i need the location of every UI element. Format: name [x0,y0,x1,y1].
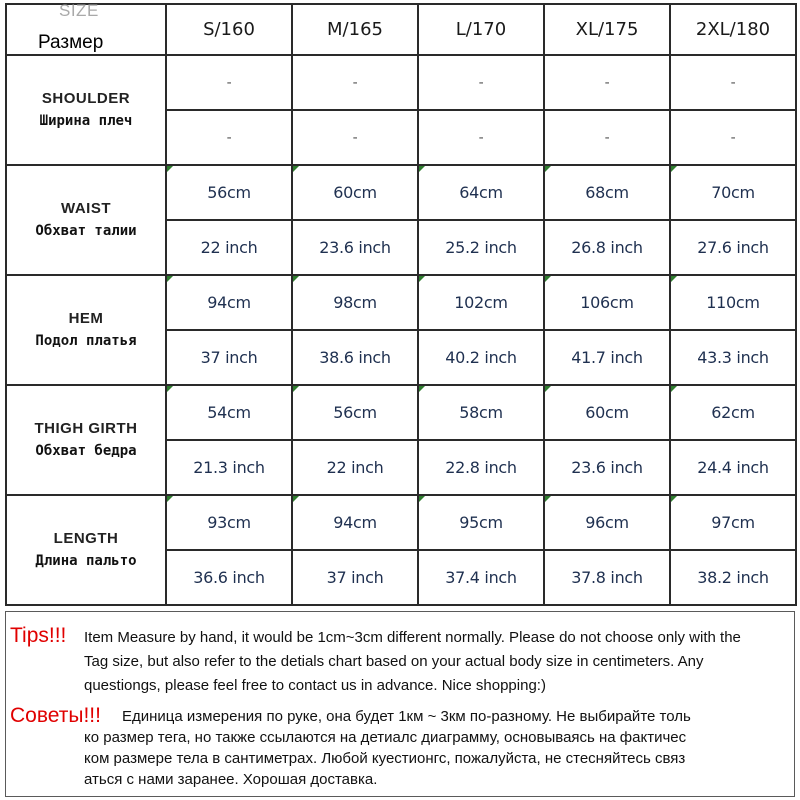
row-label-en: LENGTH [53,529,119,547]
value-cell-inch: 26.8 inch [544,220,670,275]
value-cell-cm: 54cm [166,385,292,440]
size-table [5,3,797,606]
value-cell-inch: - [544,110,670,165]
value-cell-inch: 38.2 inch [670,550,796,605]
tips-ru-line: ком размере тела в сантиметрах. Любой куестионгс, пожалуйста, не стесняйтесь связ [84,750,686,767]
tips-ru-line: ко размер тега, но также ссылаются на детиалс диаграмму, основываясь на фактичес [84,729,687,746]
measure-row-length-cm [6,495,796,550]
tips-ru-line: Единица измерения по руке, она будет 1км ~ 3км по-разному. Не выбирайте толь [122,708,691,725]
value-cell-inch: - [166,110,292,165]
value-cell-cm: 93cm [166,495,292,550]
size-label-en: SIZE [59,1,99,20]
value-cell-cm: 62cm [670,385,796,440]
value-cell-cm: - [418,55,544,110]
size-chart [5,3,795,797]
size-header-m: M/165 [292,4,418,55]
value-cell-cm: 56cm [166,165,292,220]
value-cell-inch: 23.6 inch [544,440,670,495]
size-label-ru: Размер [38,32,104,53]
row-label-waist [6,165,166,275]
value-cell-inch: 25.2 inch [418,220,544,275]
tips-en-line: questiongs, please feel free to contact us in advance. Nice shopping:) [84,677,546,694]
row-label-en: HEM [68,309,104,327]
value-cell-inch: 22 inch [292,440,418,495]
row-label-length [6,495,166,605]
value-cell-inch: 38.6 inch [292,330,418,385]
value-cell-cm: 70cm [670,165,796,220]
value-cell-cm: 68cm [544,165,670,220]
value-cell-cm: 64cm [418,165,544,220]
value-cell-inch: 43.3 inch [670,330,796,385]
row-label-ru: Обхват талии [35,222,137,239]
row-label-shoulder [6,55,166,165]
value-cell-inch: 40.2 inch [418,330,544,385]
value-cell-inch: 22.8 inch [418,440,544,495]
value-cell-inch: 41.7 inch [544,330,670,385]
value-cell-inch: 37 inch [166,330,292,385]
measure-row-shoulder-cm [6,55,796,110]
value-cell-inch: 37 inch [292,550,418,605]
value-cell-inch: 22 inch [166,220,292,275]
value-cell-cm: - [166,55,292,110]
value-cell-cm: 56cm [292,385,418,440]
tips-en-title: Tips!!! [10,624,67,647]
measure-row-waist-cm [6,165,796,220]
value-cell-inch: 21.3 inch [166,440,292,495]
row-label-ru: Обхват бедра [35,442,137,459]
value-cell-cm: - [544,55,670,110]
size-header-xl: XL/175 [544,4,670,55]
measure-row-thigh-girth-cm [6,385,796,440]
size-header-2xl: 2XL/180 [670,4,796,55]
row-label-en: WAIST [61,199,111,217]
row-label-en: SHOULDER [41,89,131,107]
row-label-hem [6,275,166,385]
row-label-ru: Подол платья [35,332,137,349]
value-cell-cm: 102cm [418,275,544,330]
value-cell-cm: 97cm [670,495,796,550]
value-cell-cm: 106cm [544,275,670,330]
value-cell-cm: - [292,55,418,110]
value-cell-inch: 24.4 inch [670,440,796,495]
value-cell-inch: - [292,110,418,165]
value-cell-cm: - [670,55,796,110]
tips-en-line: Tag size, but also refer to the detials chart based on your actual body size in centimeters. Any [84,653,704,670]
value-cell-inch: 36.6 inch [166,550,292,605]
value-cell-inch: 23.6 inch [292,220,418,275]
value-cell-inch: - [418,110,544,165]
value-cell-cm: 96cm [544,495,670,550]
value-cell-cm: 95cm [418,495,544,550]
value-cell-inch: 37.4 inch [418,550,544,605]
value-cell-cm: 98cm [292,275,418,330]
value-cell-inch: 27.6 inch [670,220,796,275]
row-label-thigh-girth [6,385,166,495]
tips-en-line: Item Measure by hand, it would be 1cm~3cm different normally. Please do not choose only with the [84,629,741,646]
value-cell-cm: 58cm [418,385,544,440]
size-header-l: L/170 [418,4,544,55]
tips-ru-line: аться с нами заранее. Хорошая доставка. [84,771,378,788]
row-label-ru: Ширина плеч [39,112,133,129]
value-cell-inch: 37.8 inch [544,550,670,605]
row-label-ru: Длина пальто [35,552,137,569]
value-cell-cm: 60cm [292,165,418,220]
header-label-cell [6,1,166,55]
value-cell-cm: 94cm [166,275,292,330]
notes-box [5,611,795,797]
measure-row-hem-cm [6,275,796,330]
value-cell-cm: 94cm [292,495,418,550]
row-label-en: THIGH GIRTH [34,419,138,437]
value-cell-cm: 110cm [670,275,796,330]
value-cell-inch: - [670,110,796,165]
tips-ru-title: Советы!!! [10,704,101,727]
size-header-s: S/160 [166,4,292,55]
header-row [6,4,796,55]
value-cell-cm: 60cm [544,385,670,440]
